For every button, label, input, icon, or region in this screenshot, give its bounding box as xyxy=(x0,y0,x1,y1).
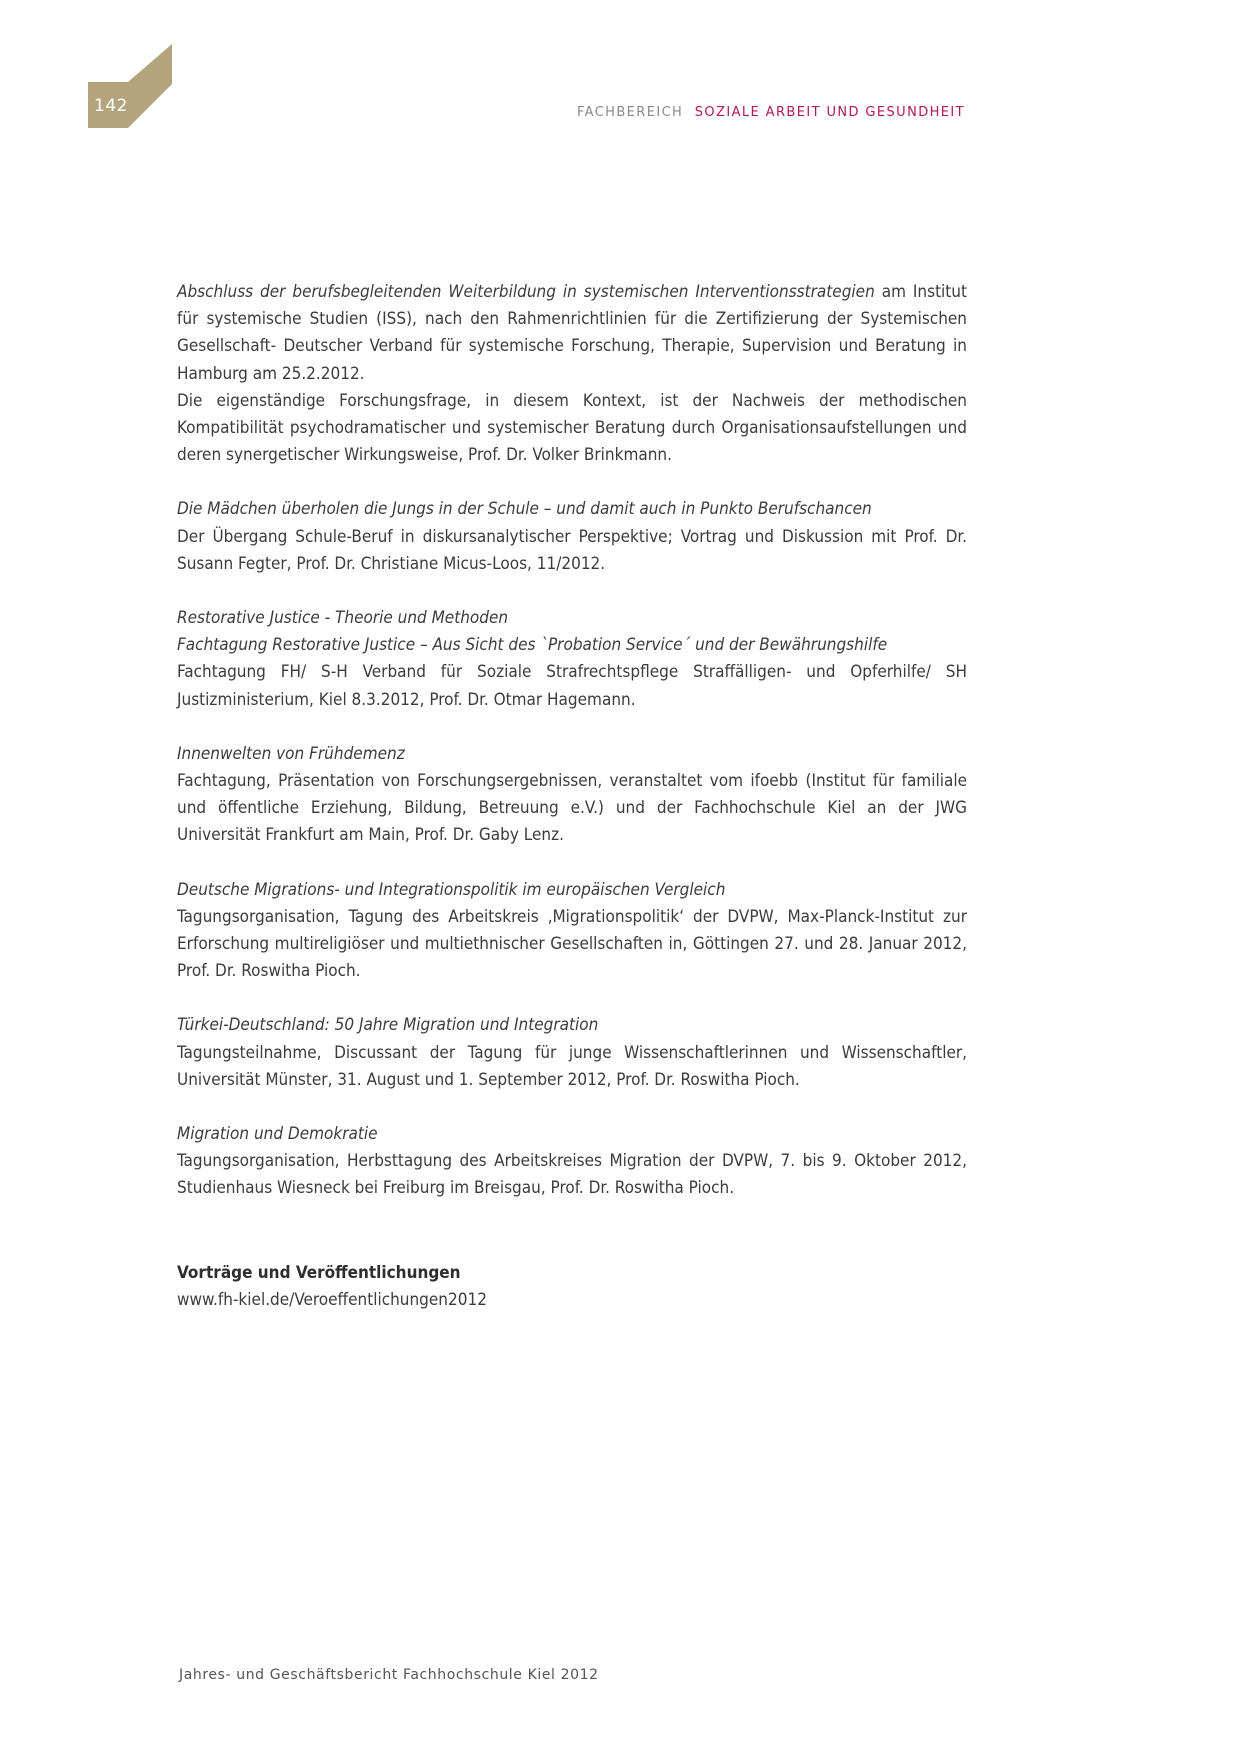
entry-body: Die eigenständige Forschungsfrage, in diesem Kontext, ist der Nachweis der methodischen Kompatibilität psychodramatischer und systemischer Beratung durch Organisationsaufstellungen und deren synergetischer Wirkungsweise, Prof. Dr. Volker Brinkmann. xyxy=(177,390,967,466)
entry-title: Restorative Justice - Theorie und Methoden xyxy=(177,608,509,629)
entry-body: Fachtagung FH/ S-H Verband für Soziale Strafrechtspflege Straffälligen- und Opferhilfe/ SH Justizministerium, Kiel 8.3.2012, Prof. Dr. Otmar Hagemann. xyxy=(177,662,967,710)
entry-paragraph xyxy=(177,279,967,388)
page-number: 142 xyxy=(94,96,128,116)
main-content xyxy=(177,279,967,1230)
publications-section xyxy=(177,1260,487,1314)
entry-title: Migration und Demokratie xyxy=(177,1124,378,1145)
entry-3 xyxy=(177,605,967,714)
header-department: FACHBEREICH xyxy=(576,105,684,120)
page-footer: Jahres- und Geschäftsbericht Fachhochschule Kiel 2012 xyxy=(179,1667,599,1683)
entry-6 xyxy=(177,1012,967,1094)
publications-heading: Vorträge und Veröffentlichungen xyxy=(177,1263,461,1283)
entry-title: Abschluss der berufsbegleitenden Weiterbildung in systemischen Interventionsstrategien xyxy=(177,282,875,302)
entry-subtitle: Fachtagung Restorative Justice – Aus Sicht des `Probation Service´ und der Bewährungshilfe xyxy=(177,635,888,656)
entry-body: Der Übergang Schule-Beruf in diskursanalytischer Perspektive; Vortrag und Diskussion mit Prof. Dr. Susann Fegter, Prof. Dr. Christiane Micus-Loos, 11/2012. xyxy=(177,526,967,574)
entry-7 xyxy=(177,1121,967,1203)
entry-1 xyxy=(177,279,967,469)
entry-body: Tagungsteilnahme, Discussant der Tagung für junge Wissenschaftlerinnen und Wissenschaftler, Universität Münster, 31. August und 1. September 2012, Prof. Dr. Roswitha Pioch. xyxy=(177,1042,967,1090)
section-header xyxy=(577,105,965,120)
entry-body: Tagungsorganisation, Herbsttagung des Arbeitskreises Migration der DVPW, 7. bis 9. Oktober 2012, Studienhaus Wiesneck bei Freiburg im Breisgau, Prof. Dr. Roswitha Pioch. xyxy=(177,1151,967,1199)
entry-5 xyxy=(177,877,967,986)
entry-title: Innenwelten von Frühdemenz xyxy=(177,743,405,764)
entry-body: Fachtagung, Präsentation von Forschungsergebnissen, veranstaltet vom ifoebb (Institut für familiale und öffentliche Erziehung, Bildung, Betreuung e.V.) und der Fachhochschule Kiel an der JWG Universität Frankfurt am Main, Prof. Dr. Gaby Lenz. xyxy=(177,771,967,846)
entry-4 xyxy=(177,741,967,850)
entry-2 xyxy=(177,496,967,578)
entry-body: Tagungsorganisation, Tagung des Arbeitskreis ‚Migrationspolitik‘ der DVPW, Max-Planck-Institut zur Erforschung multireligiöser und multiethnischer Gesellschaften in, Göttingen 27. und 28. Januar 2012, Prof. Dr. Roswitha Pioch. xyxy=(177,906,967,982)
entry-title: Die Mädchen überholen die Jungs in der Schule – und damit auch in Punkto Berufschancen xyxy=(177,499,872,520)
header-area: SOZIALE ARBEIT UND GESUNDHEIT xyxy=(694,105,965,120)
entry-title: Türkei-Deutschland: 50 Jahre Migration und Integration xyxy=(177,1015,599,1036)
entry-title: Deutsche Migrations- und Integrationspolitik im europäischen Vergleich xyxy=(177,879,726,900)
entry-title-suffix: am Institut für systemische Studien (ISS), nach den Rahmenrichtlinien für die Zertifizierung der Systemischen Gesellschaft- Deutscher Verband für systemische Forschung, Therapie, Supervision und Beratung in Hamburg am 25.2.2012. xyxy=(177,282,967,384)
publications-link[interactable]: www.fh-kiel.de/Veroeffentlichungen2012 xyxy=(177,1290,487,1311)
